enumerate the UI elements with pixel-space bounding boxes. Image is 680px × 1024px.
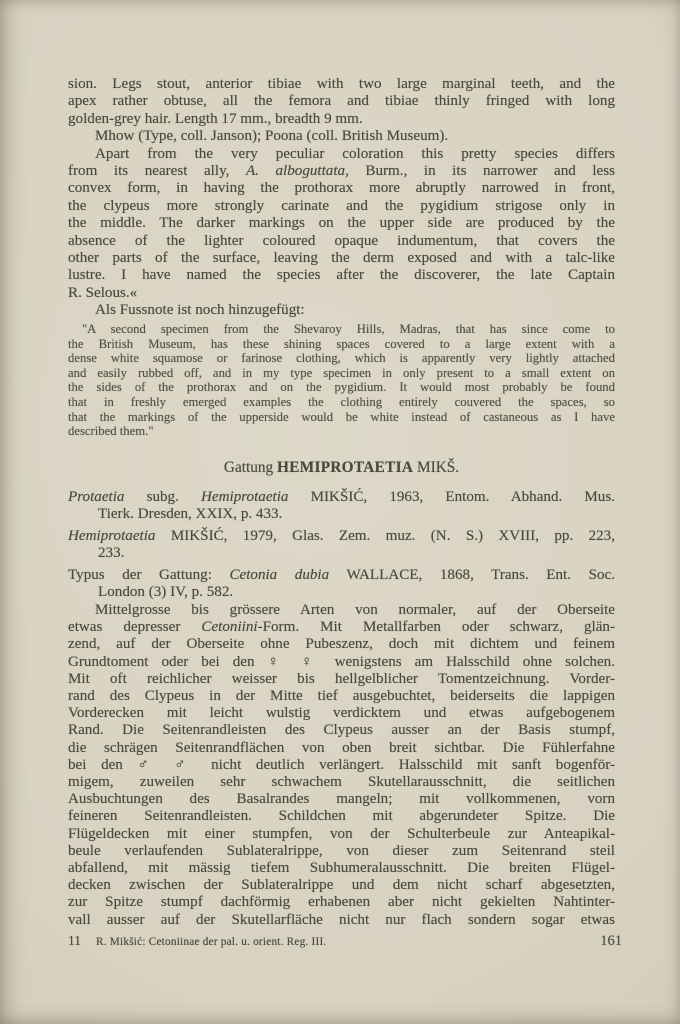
reference-entry bbox=[68, 567, 615, 602]
text-line: lustre. I have named the species after the discoverer, the late Captain bbox=[68, 267, 615, 284]
text-line: sion. Legs stout, anterior tibiae with two large marginal teeth, and the bbox=[68, 76, 615, 92]
text-segment: from its nearest ally, bbox=[68, 163, 246, 180]
tribe-name-italic: Cetoniini bbox=[201, 619, 258, 636]
text-segment: MIKŠIĆ, 1963, Entom. Abhand. Mus. bbox=[288, 489, 615, 505]
genus-name-italic: Hemiprotaetia bbox=[201, 489, 289, 505]
text-segment: MIKŠIĆ, 1979, Glas. Zem. muz. (N. S.) XVIII, pp. 223, bbox=[155, 527, 615, 544]
text-line: zur Spitze stumpf dachförmig erhabenen aber nicht gekielten Nahtinter- bbox=[68, 894, 615, 911]
text-line bbox=[68, 528, 615, 545]
genus-heading bbox=[68, 459, 615, 477]
text-line: described them." bbox=[68, 424, 154, 439]
reference-entry bbox=[68, 528, 615, 563]
text-segment: -Form. Mit Metallfarben oder schwarz, glän- bbox=[257, 619, 616, 636]
english-text-block bbox=[68, 76, 615, 320]
footer-running-title: R. Mikšić: Cetoniinae der pal. u. orient. Reg. III. bbox=[96, 936, 327, 948]
species-name-italic: A. alboguttata, bbox=[245, 163, 349, 180]
species-name-italic: Cetonia dubia bbox=[229, 566, 330, 583]
genus-name-italic: Hemiprotaetia bbox=[68, 527, 156, 544]
text-line: Rand. Die Seitenrandleisten des Clypeus ausser an der Basis stumpf, bbox=[68, 722, 615, 739]
text-line: beule verlaufenden Sublateralrippe, von dieser zum Seitenrand steil bbox=[68, 842, 615, 859]
text-line: golden-grey hair. Length 17 mm., breadth 9 mm. bbox=[68, 110, 363, 127]
text-segment: etwas depresser bbox=[68, 619, 202, 636]
german-description-block bbox=[68, 602, 615, 929]
genus-name-italic: Protaetia bbox=[68, 489, 125, 505]
text-line: 233. bbox=[98, 545, 125, 562]
footnote-intro-line: Als Fussnote ist noch hinzugefügt: bbox=[95, 302, 305, 319]
text-line: migem, zuweilen sehr schwachem Skutellarausschnitt, die seitlichen bbox=[68, 774, 615, 791]
locality-line: Mhow (Type, coll. Janson); Poona (coll. British Museum). bbox=[95, 128, 449, 145]
text-line: zend, auf der Oberseite ohne Pubeszenz, doch mit dichtem und feinem bbox=[68, 636, 615, 653]
text-line: that in freshly emerged examples the clothing entirely couvered the spaces, so bbox=[68, 394, 615, 409]
page-footer bbox=[68, 933, 622, 950]
genus-name-bold: HEMIPROTAETIA bbox=[277, 459, 414, 476]
text-line: Vorderecken mit leicht wulstig verdicktem und etwas aufgebogenem bbox=[68, 705, 615, 722]
text-line: other parts of the surface, leaving the derm exposed and with a talc-like bbox=[68, 250, 615, 267]
text-line: dense white squamose or farinose clothing, which is apparently very lightly attached bbox=[68, 351, 615, 366]
text-segment: Typus der Gattung: bbox=[68, 566, 230, 583]
text-line bbox=[68, 619, 615, 636]
text-line: bei den ♂ ♂ nicht deutlich verlängert. Halsschild mit sanft bogenför- bbox=[68, 756, 615, 773]
text-line bbox=[68, 489, 615, 506]
text-line: Mit oft reichlicher weisser bis hellgelblicher Tomentzeichnung. Vorder- bbox=[68, 670, 615, 687]
text-line: die schrägen Seitenrandflächen von oben breit sichtbar. Die Fühlerfahne bbox=[68, 739, 615, 756]
text-line bbox=[68, 567, 615, 584]
text-line: feineren Seitenrandleisten. Schildchen mit abgerundeter Spitze. Die bbox=[68, 808, 615, 825]
text-line: absence of the lighter coloured opaque indumentum, that covers the bbox=[68, 232, 615, 249]
text-line: Tierk. Dresden, XXIX, p. 433. bbox=[98, 506, 283, 523]
text-line: the middle. The darker markings on the upper side are produced by the bbox=[68, 215, 615, 232]
footnote-block bbox=[68, 322, 615, 439]
text-line bbox=[68, 163, 615, 180]
heading-gattung-label: Gattung bbox=[223, 459, 277, 476]
text-line: Ausbuchtungen des Basalrandes mangeln; mit vollkommenen, vorn bbox=[68, 791, 615, 808]
text-line: London (3) IV, p. 582. bbox=[98, 584, 234, 601]
text-line: decken zwischen der Sublateralrippe und dem nicht scharf abgesetzten, bbox=[68, 877, 615, 894]
text-line: and easily rubbed off, and in my type specimen in only present to a small extent on bbox=[68, 365, 615, 380]
text-line: abfallend, mit mässig tiefem Subhumeralausschnitt. Die breiten Flügel- bbox=[68, 860, 615, 877]
text-line: the British Museum, has these shining spaces covered to a large extent with a bbox=[68, 336, 615, 351]
text-line: the clypeus more strongly carinate and the pygidium strigose only in bbox=[68, 197, 615, 214]
text-line: apex rather obtuse, all the femora and tibiae thinly fringed with long bbox=[68, 93, 615, 110]
text-segment: WALLACE, 1868, Trans. Ent. Soc. bbox=[329, 566, 615, 583]
text-line: R. Selous.« bbox=[68, 284, 138, 301]
heading-author-abbrev: MIKŠ. bbox=[413, 459, 460, 476]
text-line: Grundtoment oder bei den ♀ ♀ wenigstens am Halsschild ohne solchen. bbox=[68, 653, 615, 670]
text-line: "A second specimen from the Shevaroy Hills, Madras, that has since come to bbox=[82, 322, 615, 336]
text-segment: subg. bbox=[124, 489, 201, 505]
text-line: rand des Clypeus in der Mitte tief ausgebuchtet, beiderseits die lappigen bbox=[68, 688, 615, 705]
reference-entry bbox=[68, 489, 615, 524]
text-line: Apart from the very peculiar coloration this pretty species differs bbox=[95, 145, 615, 162]
synonymy-references bbox=[68, 489, 615, 605]
text-line: the sides of the prothorax and on the pygidium. It would most probably be found bbox=[68, 380, 615, 395]
text-segment: Burm., in its narrower and less bbox=[348, 163, 615, 180]
footer-signature-number: 11 bbox=[68, 933, 81, 948]
text-line: that the markings of the upperside would be white instead of castaneous as I have bbox=[68, 409, 615, 424]
text-line: convex form, in having the prothorax more abruptly narrowed in front, bbox=[68, 180, 615, 197]
footer-page-number: 161 bbox=[600, 933, 622, 949]
text-line: Mittelgrosse bis grössere Arten von normaler, auf der Oberseite bbox=[95, 602, 615, 618]
text-line: Flügeldecken mit einer stumpfen, von der Schulterbeule zur Anteapikal- bbox=[68, 825, 615, 842]
text-line: vall ausser auf der Skutellarfläche nicht nur flach sondern sogar etwas bbox=[68, 911, 615, 928]
